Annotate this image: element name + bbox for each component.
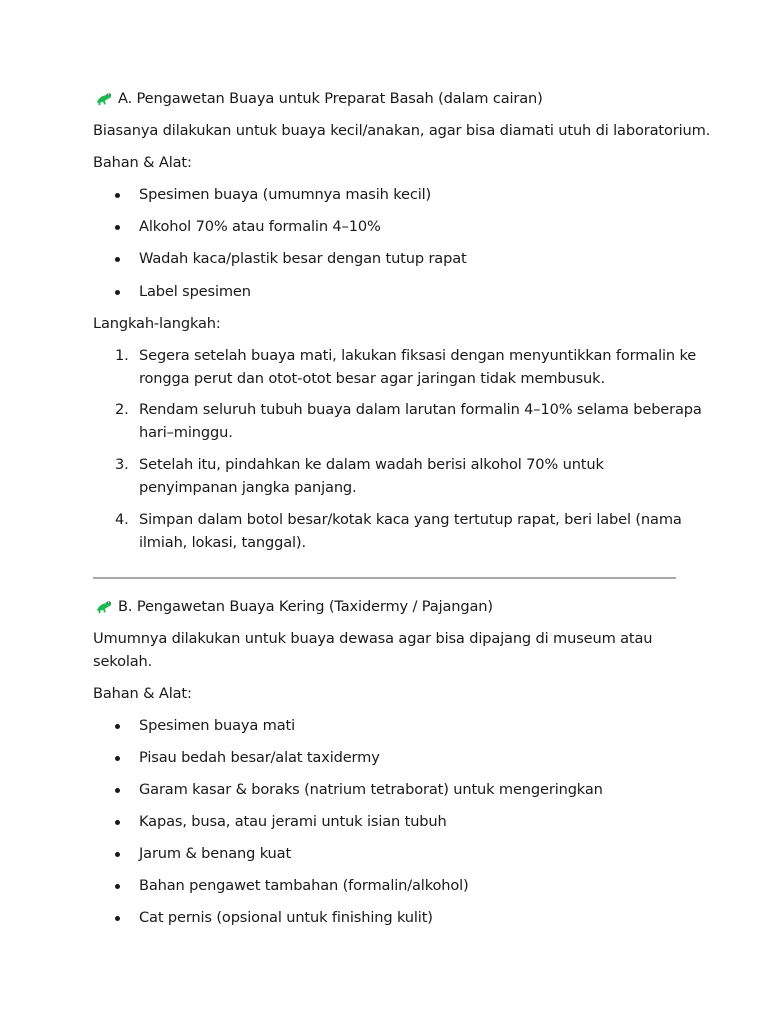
- section-a-heading: [93, 87, 683, 110]
- list-item: Garam kasar & boraks (natrium tetraborat) untuk mengeringkan: [93, 778, 683, 810]
- list-item: Alkohol 70% atau formalin 4–10%: [93, 215, 683, 247]
- section-divider: [93, 577, 676, 579]
- bullet-icon: [115, 257, 120, 262]
- bullet-icon: [115, 820, 120, 825]
- crocodile-icon: [95, 598, 113, 616]
- section-a-intro: Biasanya dilakukan untuk buaya kecil/anakan, agar bisa diamati utuh di laboratorium.: [93, 122, 711, 139]
- bullet-icon: [115, 852, 120, 857]
- section-a-materials-label: Bahan & Alat:: [93, 154, 192, 171]
- list-item: Spesimen buaya (umumnya masih kecil): [93, 183, 683, 215]
- section-a-title: A. Pengawetan Buaya untuk Preparat Basah (dalam cairan): [118, 90, 543, 107]
- section-a-materials-list: [93, 183, 683, 312]
- list-item: Jarum & benang kuat: [93, 842, 683, 874]
- bullet-icon: [115, 756, 120, 761]
- section-b-heading: [93, 595, 683, 618]
- list-item: Kapas, busa, atau jerami untuk isian tubuh: [93, 810, 683, 842]
- crocodile-icon: [95, 90, 113, 108]
- list-item: 2. Rendam seluruh tubuh buaya dalam larutan formalin 4–10% selama beberapa hari–minggu.: [115, 401, 702, 441]
- section-a-steps-label: Langkah-langkah:: [93, 315, 221, 332]
- list-item: 3. Setelah itu, pindahkan ke dalam wadah berisi alkohol 70% untuk penyimpanan jangka panjang.: [115, 456, 604, 496]
- list-item: Cat pernis (opsional untuk finishing kulit): [93, 906, 683, 938]
- bullet-icon: [115, 788, 120, 793]
- list-item: 4. Simpan dalam botol besar/kotak kaca yang tertutup rapat, beri label (nama ilmiah, lokasi, tanggal).: [115, 511, 682, 551]
- list-item: 1. Segera setelah buaya mati, lakukan fiksasi dengan menyuntikkan formalin ke rongga perut dan otot-otot besar agar jaringan tidak membusuk.: [115, 347, 697, 387]
- section-b-intro: Umumnya dilakukan untuk buaya dewasa agar bisa dipajang di museum atau sekolah.: [93, 630, 653, 670]
- section-b-materials-label: Bahan & Alat:: [93, 685, 192, 702]
- section-a-steps-list: [93, 344, 702, 554]
- list-item: Pisau bedah besar/alat taxidermy: [93, 746, 683, 778]
- bullet-icon: [115, 290, 120, 295]
- bullet-icon: [115, 884, 120, 889]
- section-b-materials-list: [93, 714, 683, 938]
- list-item: Wadah kaca/plastik besar dengan tutup rapat: [93, 247, 683, 280]
- list-item: Spesimen buaya mati: [93, 714, 683, 746]
- list-item: Bahan pengawet tambahan (formalin/alkohol): [93, 874, 683, 906]
- list-item: Label spesimen: [93, 280, 683, 312]
- section-b-title: B. Pengawetan Buaya Kering (Taxidermy / Pajangan): [118, 598, 493, 615]
- bullet-icon: [115, 724, 120, 729]
- bullet-icon: [115, 193, 120, 198]
- bullet-icon: [115, 916, 120, 921]
- bullet-icon: [115, 225, 120, 230]
